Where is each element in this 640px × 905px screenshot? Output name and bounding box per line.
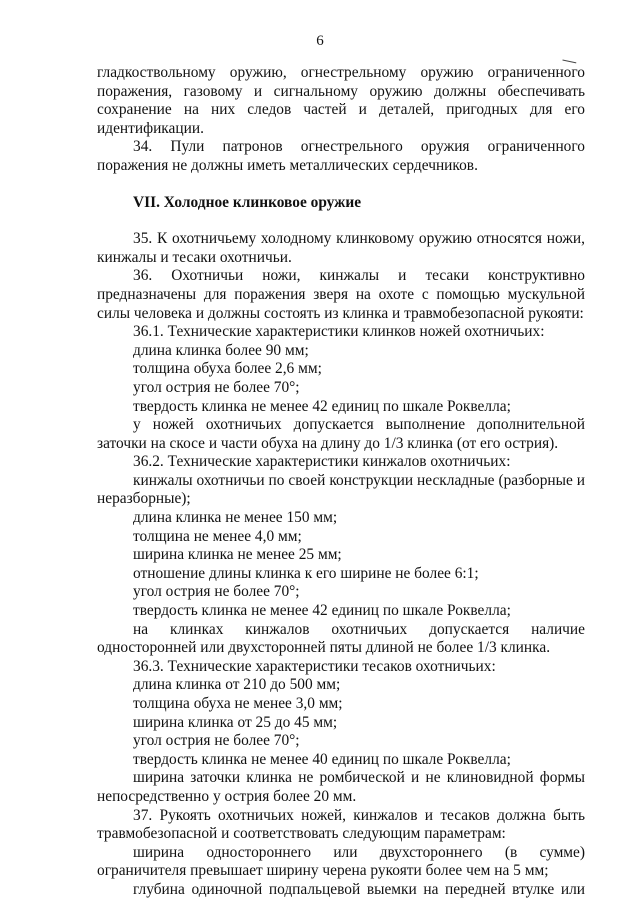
paragraph: угол острия не более 70°; xyxy=(133,378,300,396)
paragraph: ширина одностороннего или двухстороннего (в сумме) ограничителя превышает ширину черена рукояти более чем на 5 мм; xyxy=(97,843,585,880)
paragraph: толщина обуха не менее 3,0 мм; xyxy=(133,695,343,712)
paragraph: длина клинка не менее 150 мм; xyxy=(133,509,338,527)
paragraph: 34. Пули патронов огнестрельного оружия ограниченного поражения не должны иметь металлических сердечников. xyxy=(97,138,585,174)
paragraph: длина клинка более 90 мм; xyxy=(133,341,309,359)
paragraph: ширина заточки клинка не ромбической и не клиновидной формы непосредственно у острия более 20 мм. xyxy=(97,769,585,805)
paragraph: кинжалы охотничьи по своей конструкции нескладные (разборные и неразборные); xyxy=(97,471,585,508)
paragraph: угол острия не более 70°; xyxy=(133,583,300,601)
section-heading: VII. Холодное клинковое оружие xyxy=(133,193,362,211)
paragraph: на клинках кинжалов охотничьих допускается наличие односторонней или двухсторонней пяты длиной не более 1/3 клинка. xyxy=(97,620,585,657)
paragraph: у ножей охотничьих допускается выполнение дополнительной заточки на скосе и части обуха на длину до 1/3 клинка (от его острия). xyxy=(97,416,585,452)
paragraph: 37. Рукоять охотничьих ножей, кинжалов и тесаков должна быть травмобезопасной и соответствовать следующим параметрам: xyxy=(97,806,585,843)
paragraph: угол острия не более 70°; xyxy=(133,732,300,750)
document-body xyxy=(97,64,585,900)
paragraph: длина клинка от 210 до 500 мм; xyxy=(133,676,341,694)
paragraph: глубина одиночной подпальцевой выемки на передней втулке или xyxy=(133,880,585,898)
paragraph: твердость клинка не менее 40 единиц по шкале Роквелла; xyxy=(133,750,511,768)
paragraph: твердость клинка не менее 42 единиц по шкале Роквелла; xyxy=(133,397,511,415)
paragraph: ширина клинка от 25 до 45 мм; xyxy=(133,713,338,731)
paragraph: твердость клинка не менее 42 единиц по шкале Роквелла; xyxy=(133,602,511,620)
paragraph: гладкоствольному оружию, огнестрельному оружию ограниченного поражения, газовому и сигнальному оружию должны обеспечивать сохранение на них следов частей и деталей, пригодных для его идентификации. xyxy=(97,64,585,137)
paragraph: толщина обуха более 2,6 мм; xyxy=(133,360,322,378)
pen-mark-icon xyxy=(562,54,577,64)
paragraph: отношение длины клинка к его ширине не более 6:1; xyxy=(133,564,479,582)
paragraph: толщина не менее 4,0 мм; xyxy=(133,527,302,545)
paragraph: 36.2. Технические характеристики кинжалов охотничьих: xyxy=(133,453,511,471)
paragraph: 36.3. Технические характеристики тесаков охотничьих: xyxy=(133,657,496,675)
paragraph: 36. Охотничьи ножи, кинжалы и тесаки конструктивно предназначены для поражения зверя на охоте с помощью мускульной силы человека и должны состоять из клинка и травмобезопасной рукояти: xyxy=(97,267,585,322)
paragraph: 35. К охотничьему холодному клинковому оружию относятся ножи, кинжалы и тесаки охотничьи. xyxy=(97,230,585,266)
page-number: 6 xyxy=(316,33,324,49)
paragraph: ширина клинка не менее 25 мм; xyxy=(133,546,342,564)
paragraph: 36.1. Технические характеристики клинков ножей охотничьих: xyxy=(133,323,545,341)
